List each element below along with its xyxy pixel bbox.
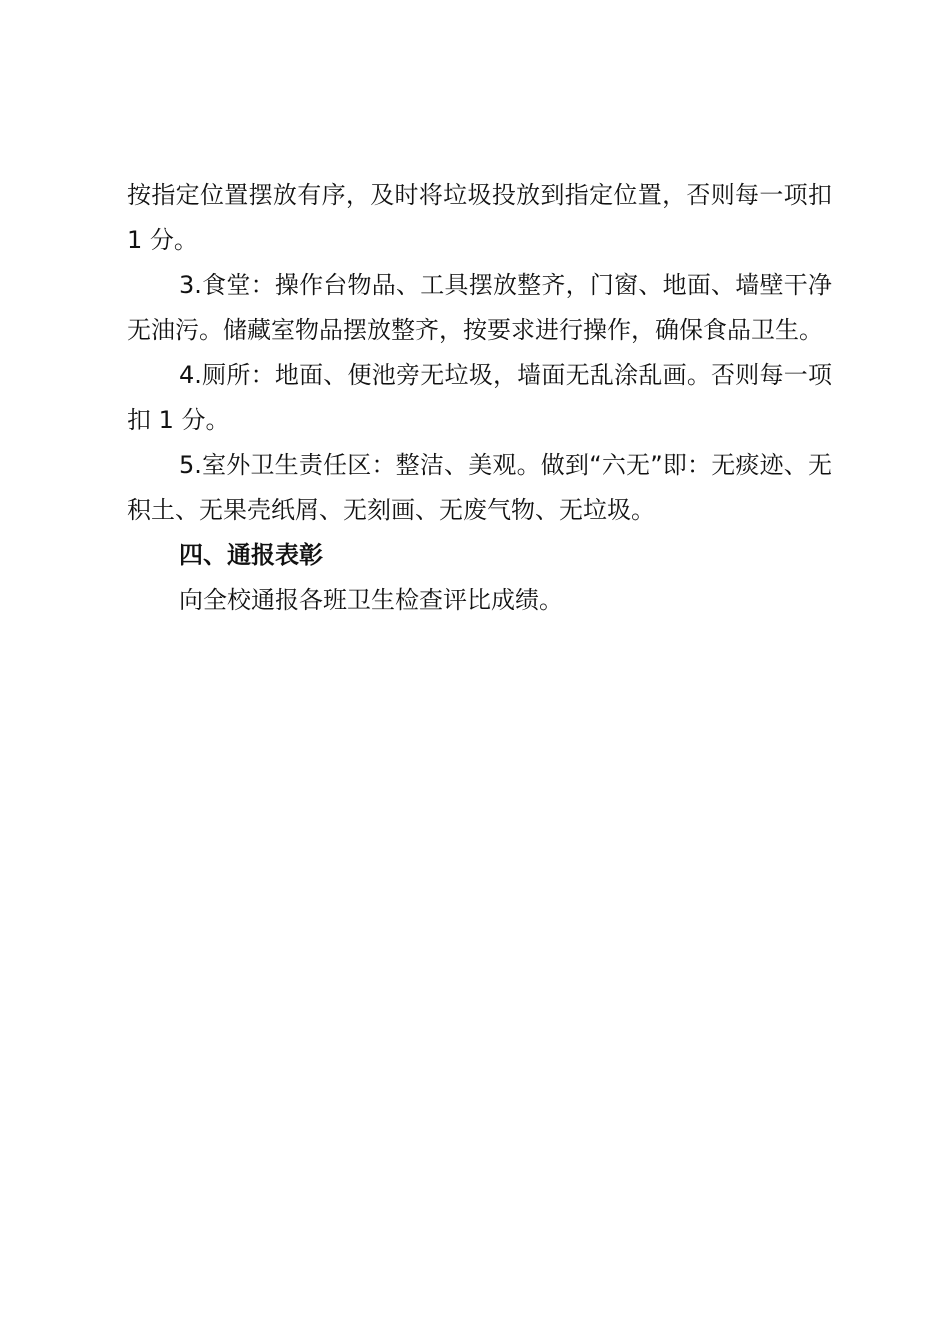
section-heading: 四、通报表彰: [179, 541, 323, 569]
paragraph-toilet: 4.厕所：地面、便池旁无垃圾，墙面无乱涂乱画。否则每一项扣 1 分。: [127, 361, 832, 434]
paragraph-outdoor-area: 5.室外卫生责任区：整洁、美观。做到“六无”即：无痰迹、无积土、无果壳纸屑、无刻画、无废气物、无垃圾。: [127, 451, 832, 524]
paragraph-continuation: 按指定位置摆放有序，及时将垃圾投放到指定位置，否则每一项扣 1 分。: [127, 181, 832, 254]
document-body: [127, 173, 832, 623]
paragraph-notice: 向全校通报各班卫生检查评比成绩。: [179, 586, 563, 614]
paragraph-canteen: 3.食堂：操作台物品、工具摆放整齐，门窗、地面、墙壁干净无油污。储藏室物品摆放整齐，按要求进行操作，确保食品卫生。: [127, 271, 832, 344]
